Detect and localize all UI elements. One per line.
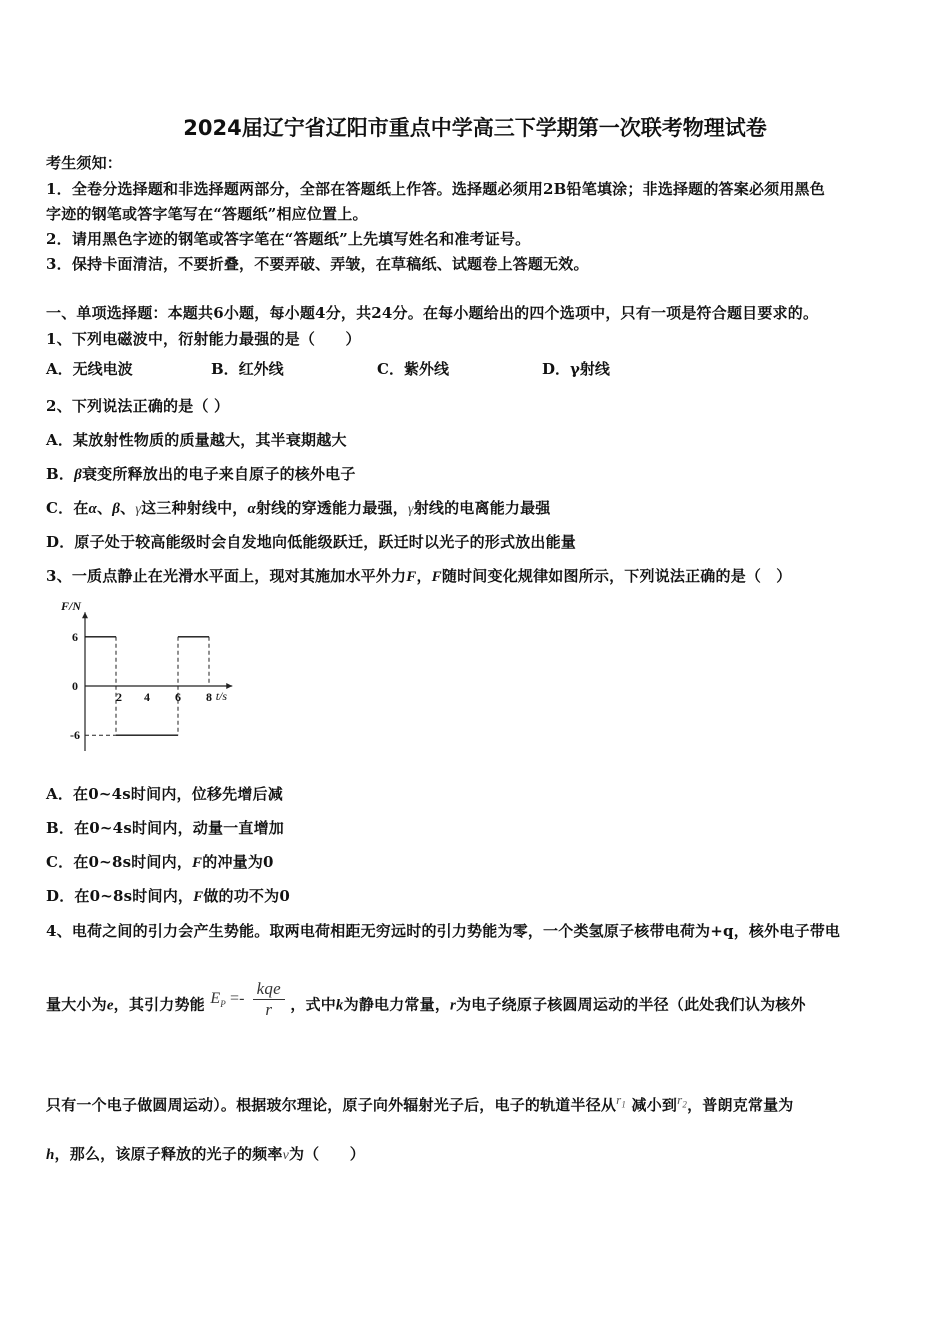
- x-axis-arrow: [226, 683, 232, 689]
- y-tick-label: 6: [72, 629, 78, 644]
- notice-item-2: 2．请用黑色字迹的钢笔或答字笔在“答题纸”上先填写姓名和准考证号。: [46, 230, 531, 248]
- q2-option-b: B．β衰变所释放出的电子来自原子的核外电子: [46, 465, 356, 483]
- q1-option-b: B．红外线: [211, 360, 284, 378]
- section-heading: 一、单项选择题：本题共6小题，每小题4分，共24分。在每小题给出的四个选项中，只有一项是符合题目要求的。: [46, 304, 819, 322]
- x-axis-label: t/s: [215, 689, 228, 703]
- q4-line-1: 4、电荷之间的引力会产生势能。取两电荷相距无穷远时的引力势能为零，一个类氢原子核带电荷为+q，核外电子带电: [46, 922, 841, 940]
- q4-line-4: h，那么，该原子释放的光子的频率ν为（ ）: [46, 1145, 365, 1163]
- q4-line-3: 只有一个电子做圆周运动）。根据玻尔理论，原子向外辐射光子后，电子的轨道半径从$r_1$ 减小到$r_2$，普朗克常量为: [46, 1092, 794, 1114]
- x-tick-label: 4: [144, 689, 150, 704]
- q2-option-a: A．某放射性物质的质量越大，其半衰期越大: [46, 431, 347, 449]
- q1-option-d: D．γ射线: [542, 360, 610, 378]
- y-axis-label: F/N: [60, 599, 82, 613]
- q3-stem: 3、一质点静止在光滑水平面上，现对其施加水平外力F，F随时间变化规律如图所示，下列说法正确的是（ ）: [46, 567, 792, 585]
- q2-stem: 2、下列说法正确的是（ ）: [46, 397, 230, 415]
- q2-option-c: C．在α、β、γ这三种射线中，α射线的穿透能力最强，γ射线的电离能力最强: [46, 499, 551, 517]
- q1-option-c: C．紫外线: [377, 360, 449, 378]
- q2-option-d: D．原子处于较高能级时会自发地向低能级跃迁，跃迁时以光子的形式放出能量: [46, 533, 577, 551]
- y-axis-arrow: [82, 612, 88, 618]
- y-tick-label: -6: [70, 728, 80, 743]
- notice-item-3: 3．保持卡面清洁，不要折叠，不要弄破、弄皱，在草稿纸、试题卷上答题无效。: [46, 255, 589, 273]
- x-tick-label: 8: [206, 689, 212, 704]
- x-tick-label: 2: [116, 689, 122, 704]
- x-tick-label: 6: [175, 689, 181, 704]
- q4-line-2: 量大小为e，其引力势能 $E_P$ =- $\frac{\text{kqe}}{r}$ ，式中k为静电力常量，r为电子绕原子核圆周运动的半径（此处我们认为核外: [46, 979, 806, 1019]
- q1-stem: 1、下列电磁波中，衍射能力最强的是（ ）: [46, 330, 361, 348]
- notice-heading: 考生须知：: [46, 154, 123, 172]
- q1-option-a: A．无线电波: [46, 360, 133, 378]
- potential-energy-formula: $E_P$ =- $\frac{\text{kqe}}{r}$: [210, 979, 285, 1020]
- q3-option-c: C．在0~8s时间内，F的冲量为0: [46, 853, 274, 871]
- force-time-graph: [40, 596, 260, 751]
- notice-item-1-cont: 字迹的钢笔或答字笔写在“答题纸”相应位置上。: [46, 205, 368, 223]
- q3-option-a: A．在0~4s时间内，位移先增后减: [46, 785, 283, 803]
- y-tick-label: 0: [72, 679, 78, 693]
- q3-option-b: B．在0~4s时间内，动量一直增加: [46, 819, 284, 837]
- page-title: 2024届辽宁省辽阳市重点中学高三下学期第一次联考物理试卷: [183, 116, 767, 140]
- notice-item-1: 1．全卷分选择题和非选择题两部分，全部在答题纸上作答。选择题必须用2B铅笔填涂；非选择题的答案必须用黑色: [46, 180, 825, 198]
- q3-option-d: D．在0~8s时间内，F做的功不为0: [46, 887, 290, 905]
